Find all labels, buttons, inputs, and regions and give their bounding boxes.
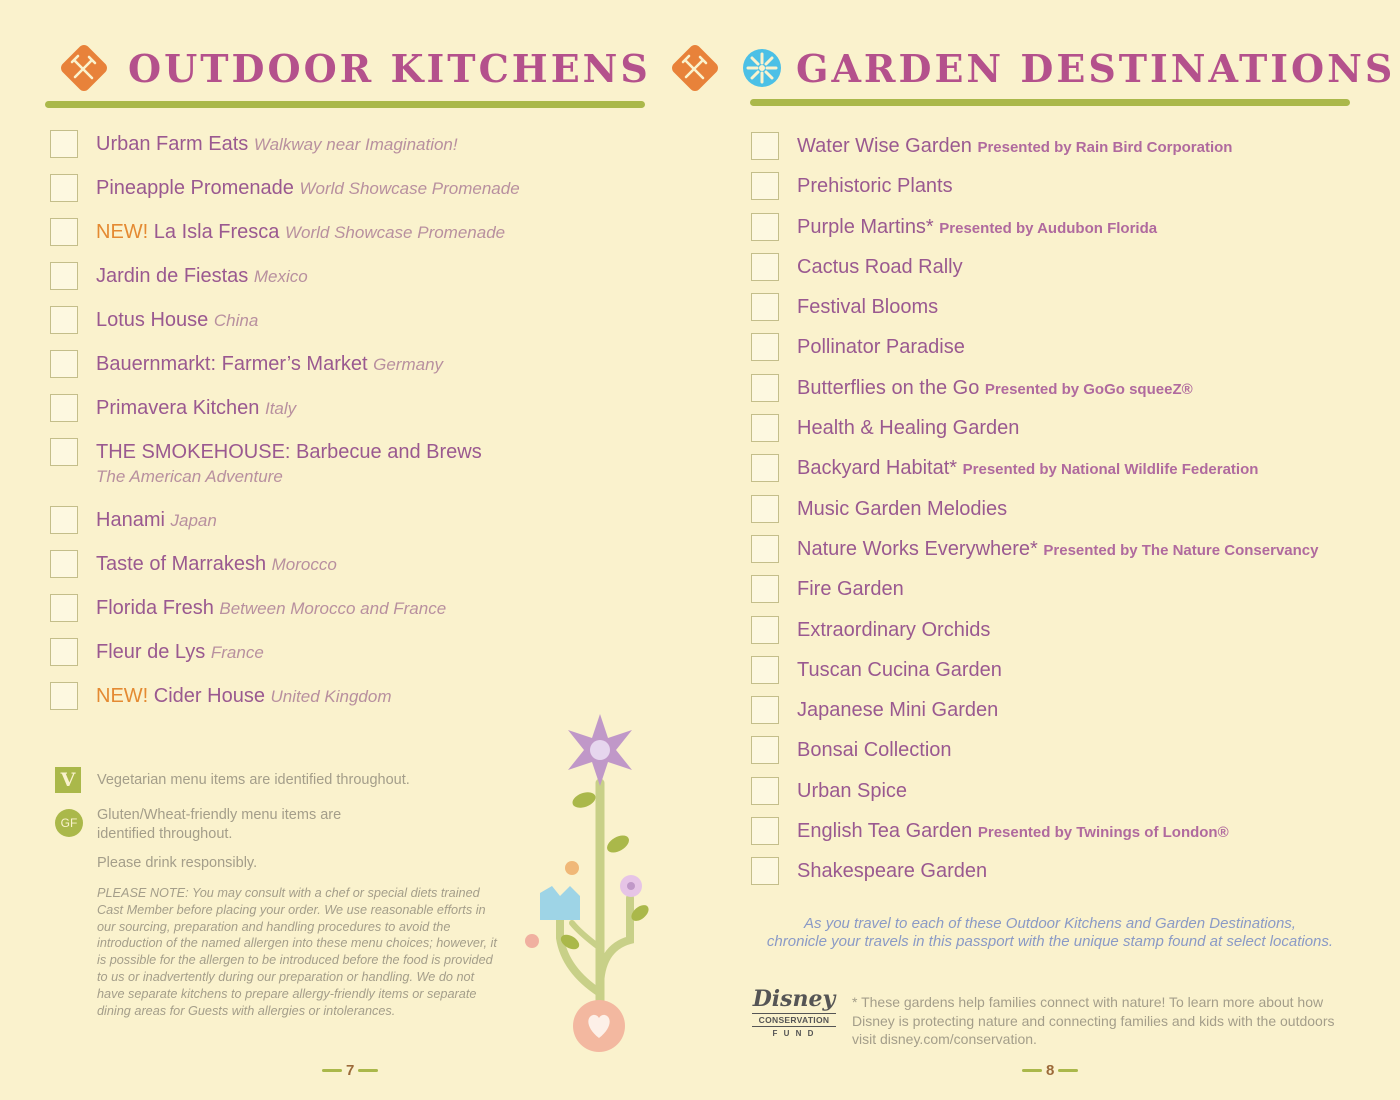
item-name: Fleur de Lys: [96, 641, 206, 663]
item-name: Prehistoric Plants: [797, 175, 953, 198]
page-title: GARDEN DESTINATIONS: [796, 45, 1396, 91]
list-item: [751, 414, 1319, 454]
item-name: Taste of Marrakesh: [96, 553, 267, 575]
item-name: Cactus Road Rally: [797, 255, 963, 278]
vegetarian-text: Vegetarian menu items are identified throughout.: [97, 772, 410, 788]
list-item: [751, 172, 1319, 212]
checkbox[interactable]: [751, 414, 779, 442]
list-item: [50, 218, 520, 247]
item-location: World Showcase Promenade: [299, 179, 520, 198]
checkbox[interactable]: [50, 174, 78, 202]
list-item: [751, 857, 1319, 897]
item-location: Japan: [170, 511, 217, 530]
list-item: [751, 535, 1319, 575]
checkbox[interactable]: [751, 857, 779, 885]
list-item: [751, 495, 1319, 535]
checkbox[interactable]: [50, 306, 78, 334]
list-item: [751, 293, 1319, 333]
item-presenter: Presented by Rain Bird Corporation: [977, 139, 1233, 156]
checkbox[interactable]: [50, 506, 78, 534]
checkbox[interactable]: [50, 130, 78, 158]
checkbox[interactable]: [751, 333, 779, 361]
item-location: Walkway near Imagination!: [253, 135, 458, 154]
item-name: Purple Martins*: [797, 215, 934, 238]
item-name: La Isla Fresca: [153, 221, 280, 243]
checkbox[interactable]: [751, 777, 779, 805]
item-location: Morocco: [271, 555, 337, 574]
item-location: The American Adventure: [96, 467, 283, 486]
vegetarian-icon: V: [55, 767, 81, 793]
item-name: Nature Works Everywhere*: [797, 537, 1038, 560]
gluten-legend: [55, 806, 341, 844]
item-name: Music Garden Melodies: [797, 497, 1008, 520]
item-name: Festival Blooms: [797, 296, 939, 319]
item-name: Butterflies on the Go: [797, 376, 980, 399]
title-underline: [750, 99, 1350, 106]
item-name: Primavera Kitchen: [96, 397, 260, 419]
flower-stem-illustration: [510, 708, 670, 1058]
checkbox[interactable]: [751, 817, 779, 845]
kitchens-checklist: [50, 130, 520, 711]
list-item: [751, 374, 1319, 414]
checkbox[interactable]: [751, 656, 779, 684]
item-name: Backyard Habitat*: [797, 457, 958, 480]
checkbox[interactable]: [751, 535, 779, 563]
item-name: Extraordinary Orchids: [797, 618, 991, 641]
checkbox[interactable]: [751, 253, 779, 281]
item-name: Fire Garden: [797, 578, 904, 601]
page-number: 7: [322, 1062, 378, 1079]
item-name: Pollinator Paradise: [797, 336, 965, 359]
item-name: THE SMOKEHOUSE: Barbecue and Brews: [96, 441, 482, 463]
checkbox[interactable]: [751, 293, 779, 321]
list-item: [751, 656, 1319, 696]
checkbox[interactable]: [50, 218, 78, 246]
item-name: Health & Healing Garden: [797, 417, 1020, 440]
item-name: Water Wise Garden: [797, 135, 972, 157]
checkbox[interactable]: [751, 454, 779, 482]
list-item: [751, 333, 1319, 373]
gluten-text: identified throughout.: [97, 826, 233, 842]
kitchens-header: [58, 40, 721, 96]
item-presenter: Presented by National Wildlife Federation: [962, 461, 1259, 479]
item-name: Lotus House: [96, 309, 209, 331]
list-item: [50, 174, 520, 203]
checkbox[interactable]: [751, 736, 779, 764]
travel-instructions: As you travel to each of these Outdoor Kitchens and Garden Destinations, chronicle your travels in this passport with the unique stamp found at select locations.: [766, 915, 1334, 950]
drink-responsibly: Please drink responsibly.: [97, 855, 258, 871]
list-item: [50, 350, 520, 379]
item-name: Jardin de Fiestas: [96, 265, 249, 287]
conservation-link[interactable]: visit disney.com/conservation.: [852, 1031, 1037, 1047]
item-name: Urban Spice: [797, 779, 908, 802]
list-item: [50, 394, 520, 423]
checkbox[interactable]: [50, 262, 78, 290]
checkbox[interactable]: [751, 495, 779, 523]
item-name: Cider House: [153, 685, 265, 707]
new-badge: NEW!: [96, 685, 149, 707]
item-location: Italy: [264, 399, 297, 418]
vegetarian-legend: [55, 767, 410, 793]
list-item: [50, 682, 520, 711]
page-title: OUTDOOR KITCHENS: [128, 45, 651, 91]
item-location: Mexico: [253, 267, 308, 286]
gardens-header: [742, 40, 1400, 96]
list-item: [50, 306, 520, 335]
list-item: [751, 696, 1319, 736]
list-item: [751, 253, 1319, 293]
list-item: [751, 213, 1319, 253]
item-name: Bauernmarkt: Farmer’s Market: [96, 353, 368, 375]
item-presenter: Presented by Audubon Florida: [939, 219, 1158, 237]
checkbox[interactable]: [50, 682, 78, 710]
list-item: [751, 454, 1319, 494]
item-name: Tuscan Cucina Garden: [797, 658, 1002, 681]
item-name: Urban Farm Eats: [96, 133, 249, 155]
item-name: Shakespeare Garden: [797, 860, 988, 883]
list-item: [751, 777, 1319, 817]
item-name: English Tea Garden: [797, 820, 973, 843]
list-item: [50, 550, 520, 579]
checkbox[interactable]: [751, 132, 779, 160]
item-name: Florida Fresh: [96, 597, 214, 619]
item-presenter: Presented by The Nature Conservancy: [1043, 541, 1319, 559]
item-location: United Kingdom: [270, 687, 392, 706]
gluten-free-icon: GF: [55, 809, 83, 837]
checkbox[interactable]: [50, 638, 78, 666]
item-location: Germany: [373, 355, 444, 374]
page-number: 8: [1022, 1062, 1078, 1079]
kitchen-utensils-icon: [58, 42, 110, 94]
list-item: [751, 616, 1319, 656]
checkbox[interactable]: [751, 374, 779, 402]
list-item: [50, 638, 520, 667]
disney-conservation-logo: Disney CONSERVATION F U N D: [752, 986, 836, 1038]
checkbox[interactable]: [50, 550, 78, 578]
list-item: [50, 506, 520, 535]
list-item: [50, 594, 520, 623]
allergy-note: PLEASE NOTE: You may consult with a chef or special diets trained Cast Member before placing your order. We use reasonable efforts in our sourcing, preparation and handling procedures to avoid the introduction of the named allergen into these menu choices; however, it is possible for the allergen to be introduced before the food is provided to us or inadvertently during our preparation or handling. We do not have separate kitchens to prepare allergy-friendly items or separate dining areas for Guests with allergies or intolerances.: [97, 886, 497, 1018]
checkbox[interactable]: [50, 438, 78, 466]
list-item: [751, 575, 1319, 615]
item-location: World Showcase Promenade: [284, 223, 506, 242]
item-presenter: Presented by Twinings of London®: [977, 824, 1229, 842]
new-badge: NEW!: [96, 221, 149, 243]
checkbox[interactable]: [751, 616, 779, 644]
item-name: Bonsai Collection: [797, 739, 952, 762]
list-item: [751, 132, 1319, 172]
gardens-checklist: [751, 132, 1319, 898]
checkbox[interactable]: [50, 394, 78, 422]
item-location: Between Morocco and France: [219, 599, 447, 618]
item-presenter: Presented by GoGo squeeZ®: [984, 380, 1193, 398]
conservation-note: * These gardens help families connect with nature! To learn more about how Disney is protecting nature and connecting families and kids with the outdoors visit disney.com/conservation.: [852, 993, 1352, 1049]
checkbox[interactable]: [50, 350, 78, 378]
flower-burst-icon: [742, 48, 782, 88]
title-underline: [45, 101, 645, 108]
checkbox[interactable]: [751, 696, 779, 724]
item-location: France: [210, 643, 264, 662]
list-item: [50, 130, 520, 159]
item-name: Japanese Mini Garden: [797, 699, 999, 722]
list-item: [50, 438, 520, 488]
list-item: [751, 736, 1319, 776]
checkbox[interactable]: [50, 594, 78, 622]
checkbox[interactable]: [751, 575, 779, 603]
list-item: [50, 262, 520, 291]
item-location: China: [213, 311, 259, 330]
gluten-text: Gluten/Wheat-friendly menu items are: [97, 807, 342, 823]
list-item: [751, 817, 1319, 857]
item-name: Pineapple Promenade: [96, 177, 294, 199]
checkbox[interactable]: [751, 213, 779, 241]
checkbox[interactable]: [751, 172, 779, 200]
item-name: Hanami: [96, 509, 165, 531]
